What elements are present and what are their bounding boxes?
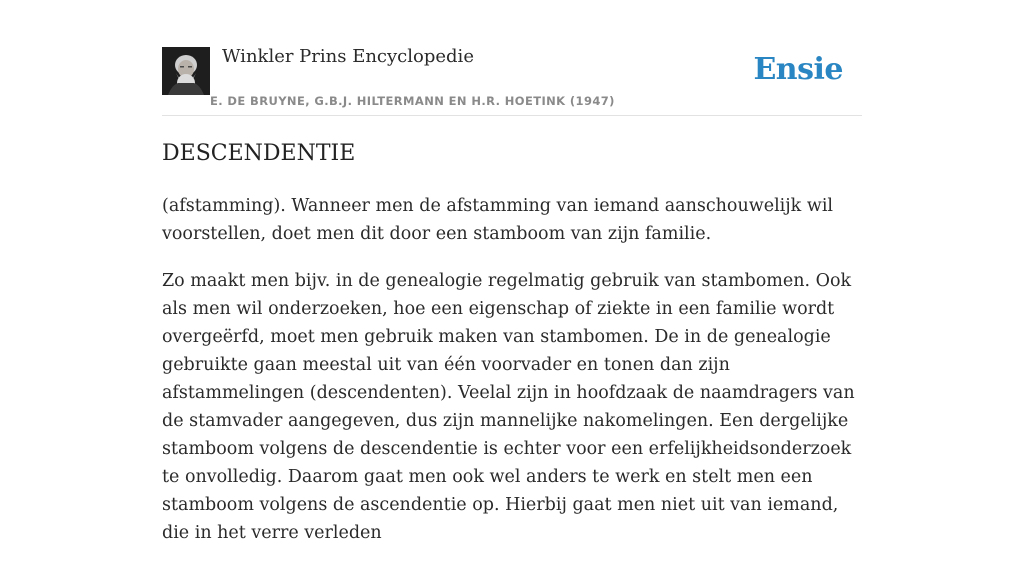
publication-authors[interactable]: E. DE BRUYNE, G.B.J. HILTERMANN EN H.R. HOETINK (1947) xyxy=(210,94,615,108)
publication-header xyxy=(162,0,862,116)
author-avatar[interactable] xyxy=(162,47,210,95)
article-title: DESCENDENTIE xyxy=(162,141,356,166)
publication-title[interactable]: Winkler Prins Encyclopedie xyxy=(222,46,474,67)
article-body xyxy=(162,192,862,566)
article-paragraph: Zo maakt men bijv. in de genealogie regelmatig gebruik van stambomen. Ook als men wil onderzoeken, hoe een eigenschap of ziekte in een familie wordt overgeërfd, moet men gebruik maken van stambomen. De in de genealogie gebruikte gaan meestal uit van één voorvader en tonen dan zijn afstammelingen (descendenten). Veelal zijn in hoofdzaak de naamdragers van de stamvader aangegeven, dus zijn mannelijke nakomelingen. Een dergelijke stamboom volgens de descendentie is echter voor een erfelijkheidsonderzoek te onvolledig. Daarom gaat men ook wel anders te werk en stelt men een stamboom volgens de ascendentie op. Hierbij gaat men niet uit van iemand, die in het verre verleden xyxy=(162,271,855,543)
portrait-icon xyxy=(162,47,210,95)
article-page xyxy=(162,0,862,543)
article-paragraph: (afstamming). Wanneer men de afstamming van iemand aanschouwelijk wil voorstellen, doet men dit door een stamboom van zijn familie. xyxy=(162,196,834,244)
ensie-logo[interactable]: Ensie xyxy=(753,52,843,87)
